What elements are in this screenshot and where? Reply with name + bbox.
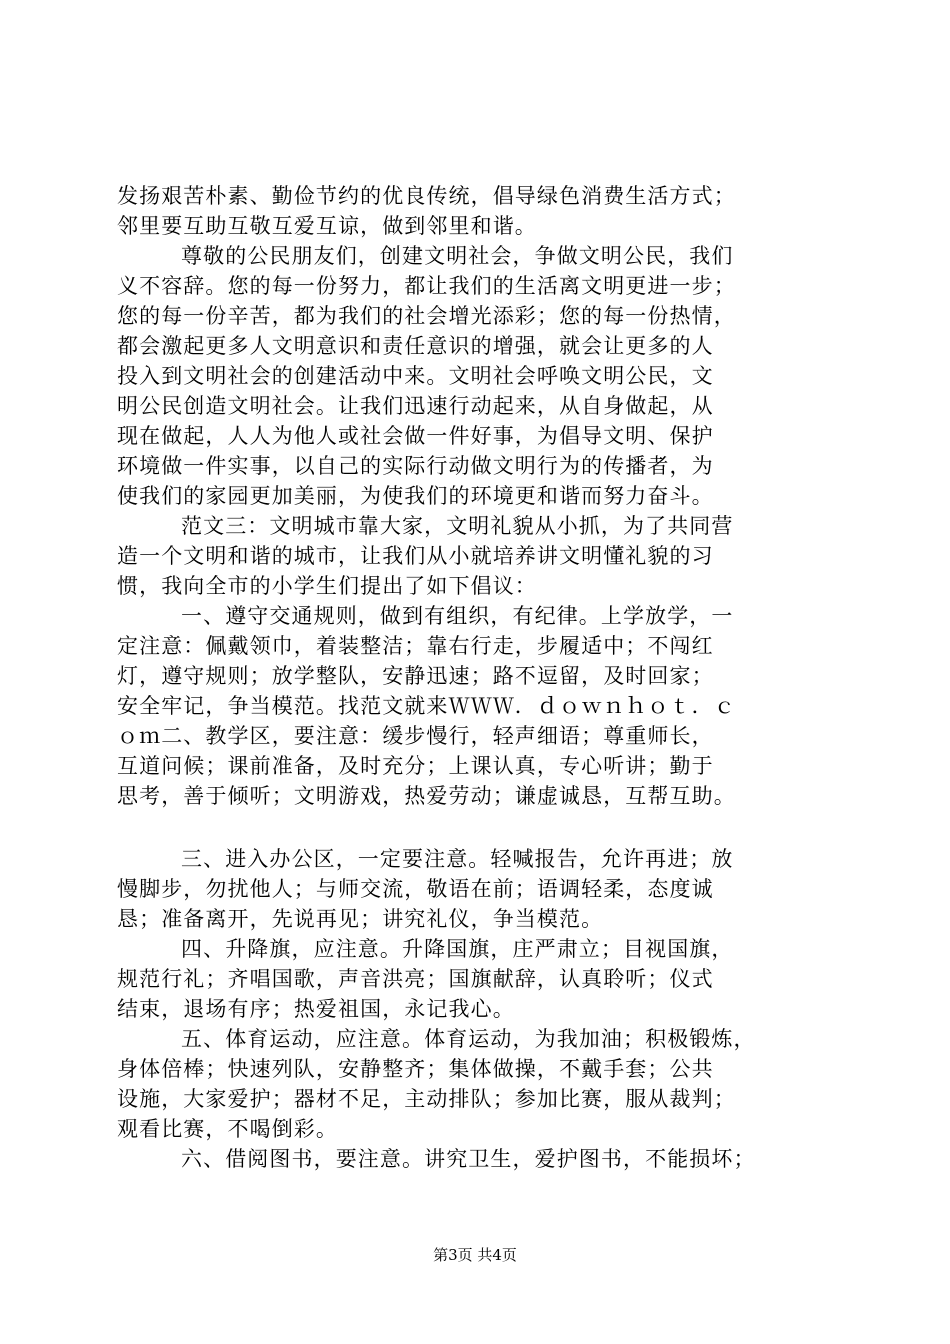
paragraph-start-line: 尊敬的公民朋友们，创建文明社会，争做文明公民，我们 <box>181 244 734 268</box>
text-line: 使我们的家园更加美丽，为使我们的环境更和谐而努力奋斗。 <box>117 484 714 508</box>
paragraph-gap <box>117 811 835 844</box>
text-line: 定注意：佩戴领巾，着装整洁；靠右行走，步履适中；不闯红 <box>117 634 714 658</box>
paragraph-start-line: 三、进入办公区，一定要注意。轻喊报告，允许再进；放 <box>181 847 734 871</box>
text-line: 结束，退场有序；热爱祖国，永记我心。 <box>117 997 515 1021</box>
text-line: 身体倍棒；快速列队，安静整齐；集体做操，不戴手套；公共 <box>117 1057 714 1081</box>
text-line: 互道问候；课前准备，及时充分；上课认真，专心听讲；勤于 <box>117 754 714 778</box>
text-line: 发扬艰苦朴素、勤俭节约的优良传统，倡导绿色消费生活方式； <box>117 184 736 208</box>
text-line: 灯，遵守规则；放学整队，安静迅速；路不逗留，及时回家； <box>117 664 714 688</box>
text-line: 现在做起，人人为他人或社会做一件好事，为倡导文明、保护 <box>117 424 714 448</box>
text-line: 惯，我向全市的小学生们提出了如下倡议： <box>117 574 537 598</box>
text-line: 邻里要互助互敬互爱互谅，做到邻里和谐。 <box>117 214 537 238</box>
text-line: 明公民创造文明社会。让我们迅速行动起来，从自身做起，从 <box>117 394 714 418</box>
text-line: ｏｍ二、教学区，要注意：缓步慢行，轻声细语；尊重师长， <box>117 724 714 748</box>
document-body <box>117 181 835 1174</box>
text-line: 您的每一份辛苦，都为我们的社会增光添彩；您的每一份热情， <box>117 304 736 328</box>
text-line: 造一个文明和谐的城市，让我们从小就培养讲文明懂礼貌的习 <box>117 544 714 568</box>
text-line: 思考，善于倾听；文明游戏，热爱劳动；谦虚诚恳，互帮互助。 <box>117 784 736 808</box>
text-line: 都会激起更多人文明意识和责任意识的增强，就会让更多的人 <box>117 334 714 358</box>
text-line: 投入到文明社会的创建活动中来。文明社会呼唤文明公民，文 <box>117 364 714 388</box>
paragraph-start-line: 六、借阅图书，要注意。讲究卫生，爱护图书，不能损坏； <box>181 1147 756 1171</box>
text-line: 义不容辞。您的每一份努力，都让我们的生活离文明更进一步； <box>117 274 736 298</box>
text-line: 设施，大家爱护；器材不足，主动排队；参加比赛，服从裁判； <box>117 1087 736 1111</box>
text-line: 环境做一件实事，以自己的实际行动做文明行为的传播者，为 <box>117 454 714 478</box>
text-line: 安全牢记，争当模范。找范文就来ＷＷＷ．ｄｏｗｎｈｏｔ．ｃ <box>117 694 736 718</box>
page-footer: 第3页 共4页 <box>433 1246 517 1264</box>
text-line: 慢脚步，勿扰他人；与师交流，敬语在前；语调轻柔，态度诚 <box>117 877 714 901</box>
text-line: 恳；准备离开，先说再见；讲究礼仪，争当模范。 <box>117 907 604 931</box>
paragraph-start-line: 范文三：文明城市靠大家，文明礼貌从小抓，为了共同营 <box>181 514 734 538</box>
text-line: 观看比赛，不喝倒彩。 <box>117 1117 338 1141</box>
paragraph-start-line: 四、升降旗，应注意。升降国旗，庄严肃立；目视国旗， <box>181 937 734 961</box>
text-line: 规范行礼；齐唱国歌，声音洪亮；国旗献辞，认真聆听；仪式 <box>117 967 714 991</box>
paragraph-start-line: 一、遵守交通规则，做到有组织，有纪律。上学放学，一 <box>181 604 734 628</box>
paragraph-start-line: 五、体育运动，应注意。体育运动，为我加油；积极锻炼， <box>181 1027 756 1051</box>
